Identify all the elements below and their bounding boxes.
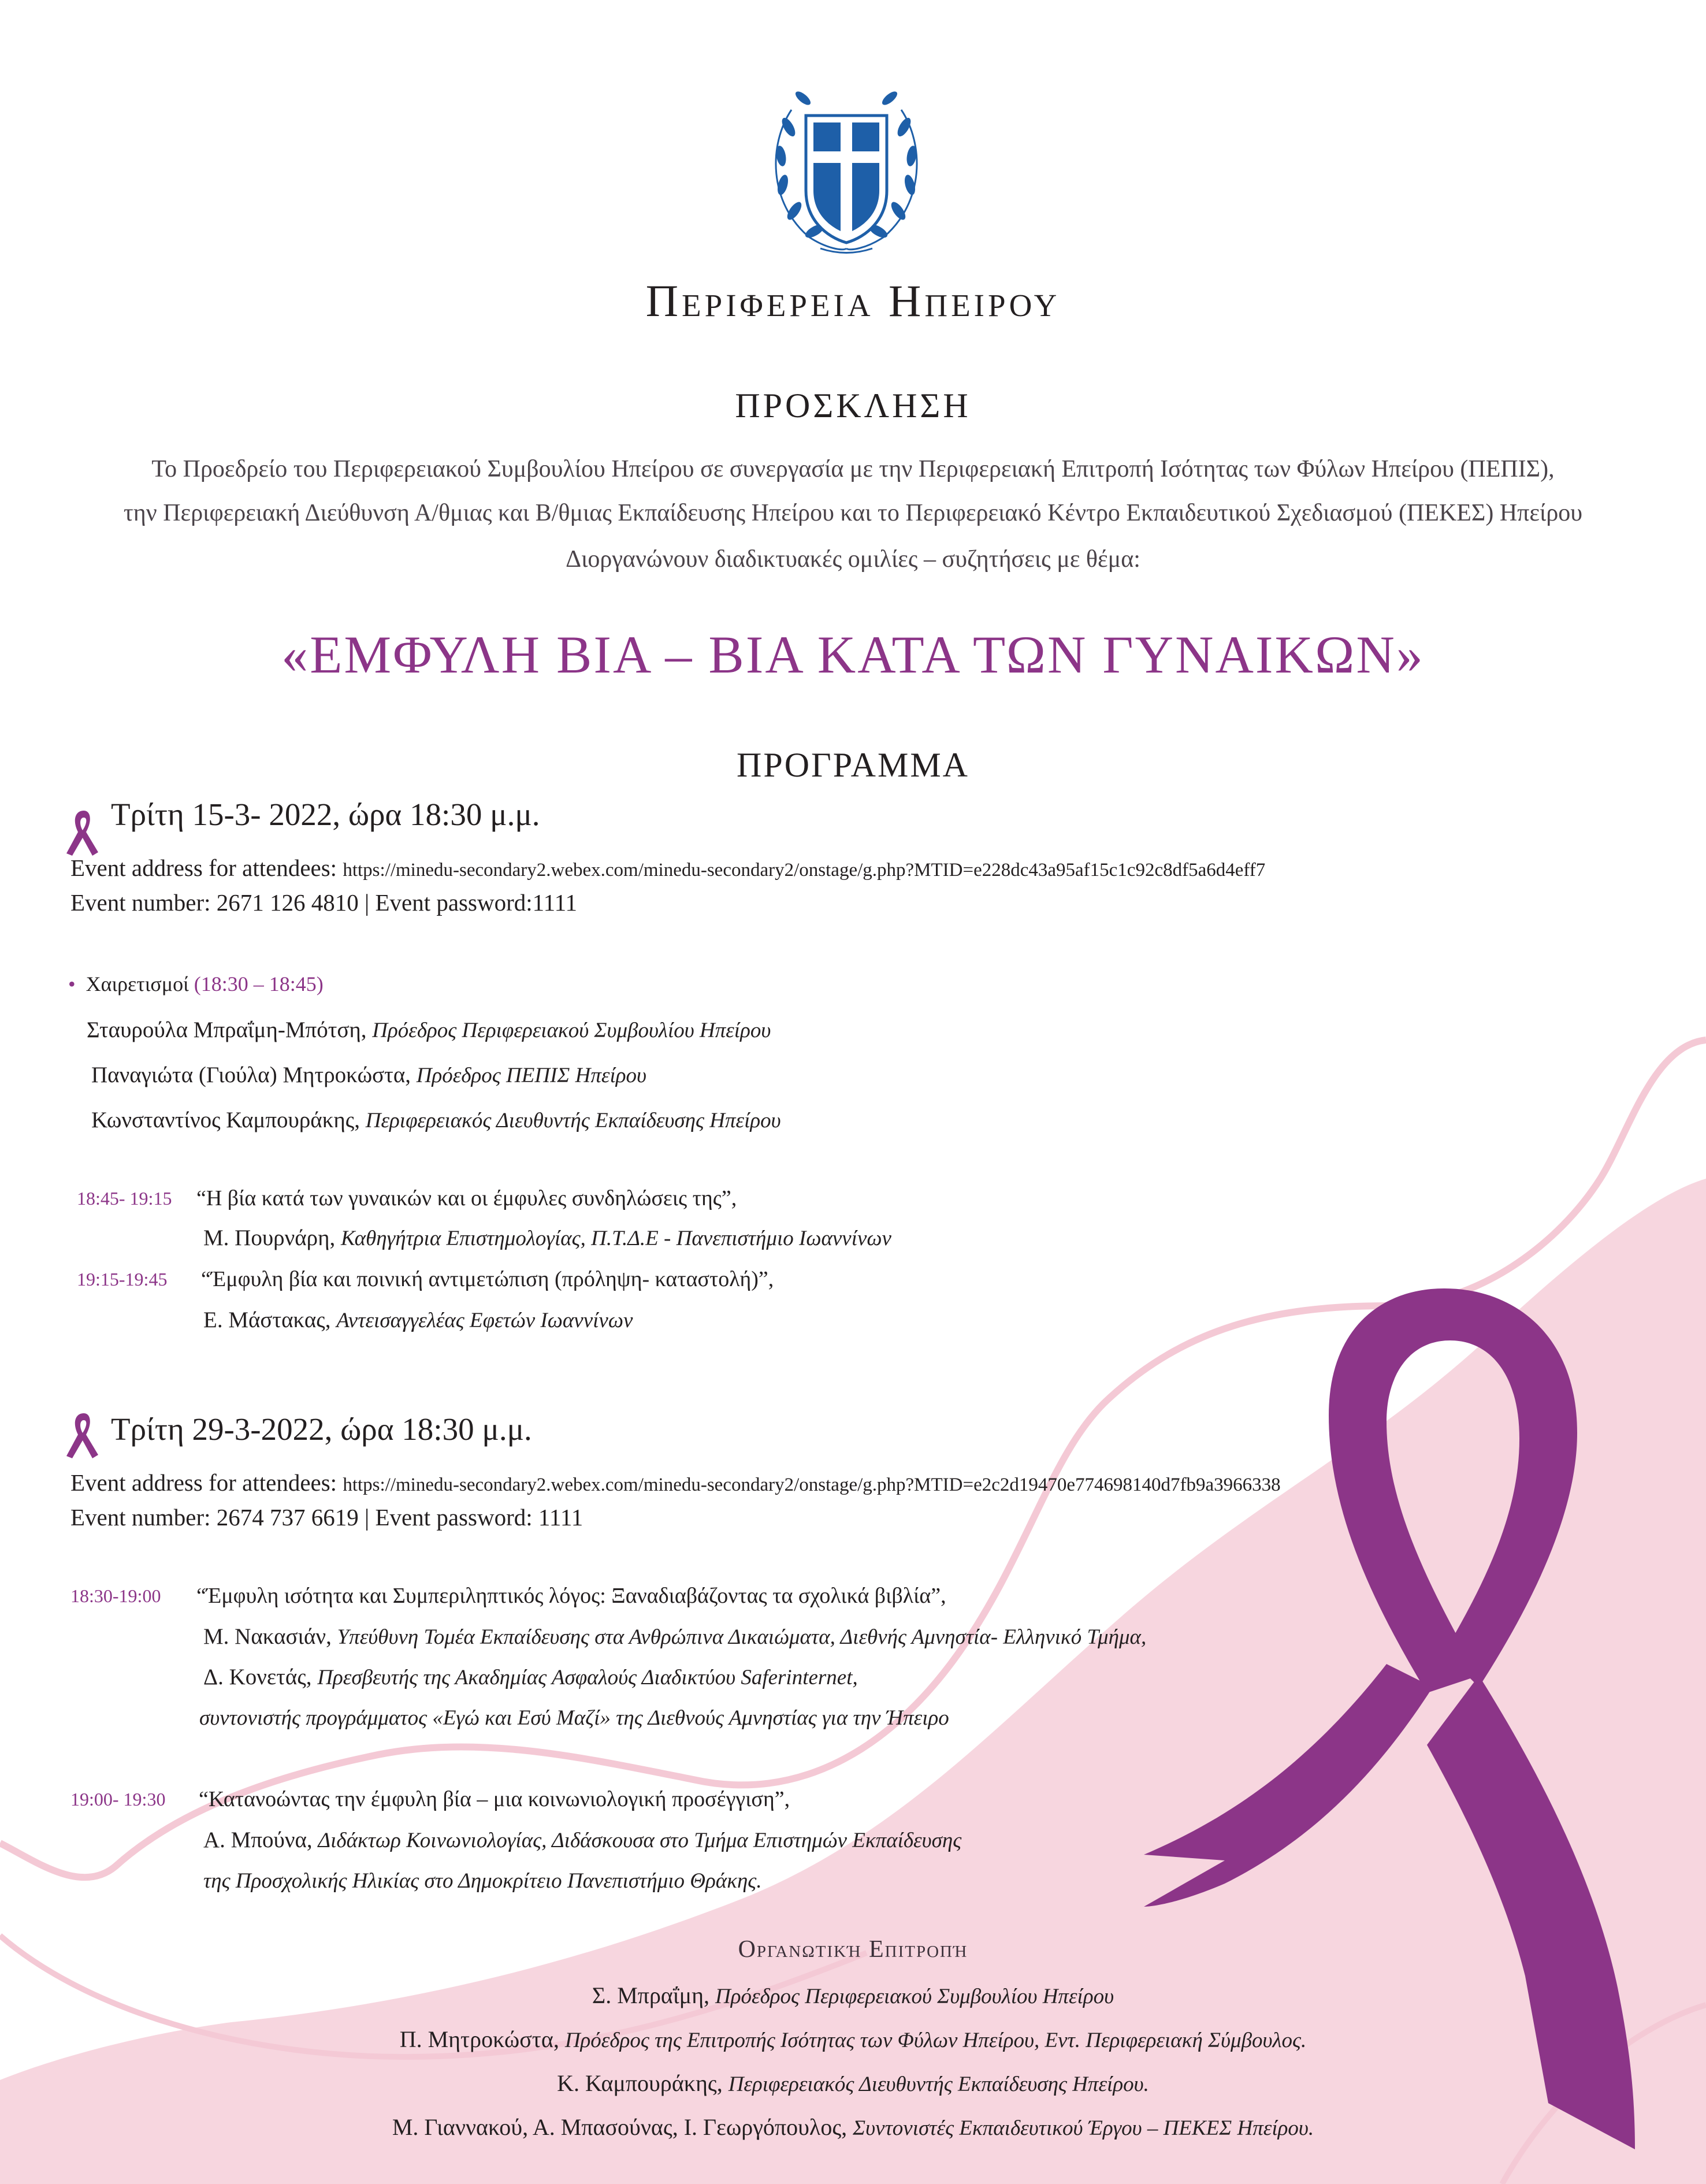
committee-member: Π. Μητροκώστα, Πρόεδρος της Επιτροπής Ισότητας των Φύλων Ηπείρου, Εντ. Περιφερειακή Σύμβουλος. — [399, 2026, 1307, 2052]
organization-name: Περιφερεια Ηπειρου — [645, 276, 1061, 326]
ribbon-bullet-icon — [61, 806, 101, 858]
session1-address-label: Event address for attendees: — [70, 855, 337, 881]
greetings-label: Χαιρετισμοί — [86, 972, 189, 996]
session2-date: Τρίτη 29-3-2022, ώρα 18:30 μ.μ. — [111, 1412, 532, 1447]
talk-time: 19:00- 19:30 — [70, 1789, 166, 1810]
talk-time: 18:45- 19:15 — [77, 1188, 172, 1209]
talk-speaker: Α. Μπούνα, Διδάκτωρ Κοινωνιολογίας, Διδάσκουσα στο Τμήμα Επιστημών Εκπαίδευσης — [203, 1828, 962, 1852]
committee-heading: Οργανωτική Επιτροπή — [738, 1936, 968, 1963]
talk-speaker-role-continued: συντονιστής προγράμματος «Εγώ και Εσύ Μαζί» της Διεθνούς Αμνηστίας για την Ήπειρο — [199, 1706, 949, 1730]
session2-address — [70, 1469, 1281, 1496]
committee-member: Κ. Καμπουράκης, Περιφερειακός Διευθυντής Εκπαίδευσης Ηπείρου. — [557, 2070, 1149, 2096]
talk-speaker: Ε. Μάστακας, Αντεισαγγελέας Εφετών Ιωαννίνων — [203, 1308, 633, 1332]
greetings-time: (18:30 – 18:45) — [194, 972, 324, 996]
talk-title: “Έμφυλη βία και ποινική αντιμετώπιση (πρόληψη- καταστολή)”, — [201, 1267, 774, 1291]
talk-speaker-role-continued: της Προσχολικής Ηλικίας στο Δημοκρίτειο Πανεπιστήμιο Θράκης. — [203, 1869, 762, 1893]
talk-speaker: Μ. Νακασιάν, Υπεύθυνη Τομέα Εκπαίδευσης στα Ανθρώπινα Δικαιώματα, Διεθνής Αμνηστία- Ελληνικό Τμήμα, — [203, 1624, 1147, 1649]
committee-member: Μ. Γιαννακού, Α. Μπασούνας, Ι. Γεωργόπουλος, Συντονιστές Εκπαιδευτικού Έργου – ΠΕΚΕΣ Ηπείρου. — [392, 2114, 1314, 2140]
talk-title: “Έμφυλη ισότητα και Συμπεριληπτικός λόγος: Ξαναδιαβάζοντας τα σχολικά βιβλία”, — [196, 1584, 946, 1608]
talk-title: “Η βία κατά των γυναικών και οι έμφυλες συνδηλώσεις της”, — [196, 1186, 737, 1210]
talk-title: “Κατανοώντας την έμφυλη βία – μια κοινωνιολογική προσέγγιση”, — [199, 1787, 790, 1811]
talk-time: 18:30-19:00 — [70, 1585, 161, 1606]
session1-number-line: Event number: 2671 126 4810 | Event password:1111 — [70, 889, 578, 916]
session2-number-line: Event number: 2674 737 6619 | Event password: 1111 — [70, 1504, 583, 1531]
event-title: «ΕΜΦΥΛΗ ΒΙΑ – ΒΙΑ ΚΑΤΑ ΤΩΝ ΓΥΝΑΙΚΩΝ» — [281, 625, 1425, 684]
greeter: Σταυρούλα Μπραΐμη-Μπότση, Πρόεδρος Περιφερειακού Συμβουλίου Ηπείρου — [87, 1017, 771, 1042]
talk-speaker: Μ. Πουρνάρη, Καθηγήτρια Επιστημολογίας, Π.Τ.Δ.Ε - Πανεπιστήμιο Ιωαννίνων — [203, 1225, 891, 1250]
intro-line-2: την Περιφερειακή Διεύθυνση Α/θμιας και Β/θμιας Εκπαίδευσης Ηπείρου και το Περιφερειακό Κέντρο Εκπαιδευτικού Σχεδιασμού (ΠΕΚΕΣ) Ηπείρου — [123, 500, 1583, 526]
intro-line-3: Διοργανώνουν διαδικτυακές ομιλίες – συζητήσεις με θέμα: — [566, 546, 1140, 573]
program-heading: ΠΡΟΓΡΑΜΜΑ — [737, 746, 969, 784]
greetings-line — [68, 972, 324, 996]
session1-address — [70, 854, 1265, 882]
session1-address-url[interactable]: https://minedu-secondary2.webex.com/minedu-secondary2/onstage/g.php?MTID=e228dc43a95af15c1c92c8df5a6d4eff7 — [343, 860, 1266, 881]
greek-coat-of-arms-icon — [757, 75, 936, 260]
session1-date: Τρίτη 15-3- 2022, ώρα 18:30 μ.μ. — [111, 797, 540, 832]
bullet-dot-icon: • — [68, 972, 76, 996]
talk-time: 19:15-19:45 — [77, 1269, 168, 1290]
committee-member: Σ. Μπραΐμη, Πρόεδρος Περιφερειακού Συμβουλίου Ηπείρου — [592, 1982, 1114, 2008]
session2-address-label: Event address for attendees: — [70, 1469, 337, 1496]
greeter: Παναγιώτα (Γιούλα) Μητροκώστα, Πρόεδρος ΠΕΠΙΣ Ηπείρου — [91, 1063, 647, 1087]
talk-speaker: Δ. Κονετάς, Πρεσβευτής της Ακαδημίας Ασφαλούς Διαδικτύου Saferinternet, — [203, 1665, 858, 1689]
session2-address-url[interactable]: https://minedu-secondary2.webex.com/minedu-secondary2/onstage/g.php?MTID=e2c2d19470e774698140d7fb9a3966338 — [343, 1474, 1281, 1495]
greeter: Κωνσταντίνος Καμπουράκης, Περιφερειακός Διευθυντής Εκπαίδευσης Ηπείρου — [91, 1108, 781, 1132]
invitation-heading: ΠΡΟΣΚΛΗΣΗ — [735, 387, 971, 425]
ribbon-bullet-icon — [61, 1409, 101, 1461]
intro-line-1: Το Προεδρείο του Περιφερειακού Συμβουλίου Ηπείρου σε συνεργασία με την Περιφερειακή Επιτροπή Ισότητας των Φύλων Ηπείρου (ΠΕΠΙΣ), — [151, 456, 1555, 482]
